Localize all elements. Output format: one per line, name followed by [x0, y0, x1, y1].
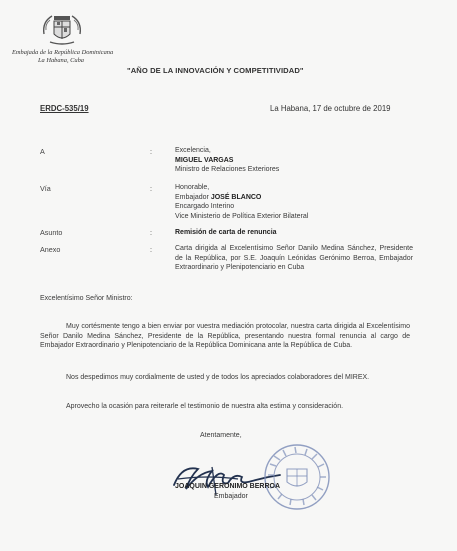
via-colon: :	[150, 184, 152, 193]
body-paragraph-1: Muy cortésmente tengo a bien enviar por vuestra mediación protocolar, nuestra carta dirigida al Excelentísimo Señor Danilo Medina Sánchez, Presidente de la República, presentando nuestra formal renuncia al cargo de Embajador Extraordinario y Plenipotenciario de la República Dominicana ante la República de Cuba.	[40, 323, 410, 349]
annex-text: Carta dirigida al Excelentísimo Señor Danilo Medina Sánchez, Presidente de la República, por S.E. Joaquín Leónidas Gerónimo Berroa, Embajador Extraordinario y Plenipotenciario en Cuba	[175, 245, 413, 272]
reference-number: ERDC-535/19	[40, 104, 89, 113]
closing: Atentamente,	[200, 432, 242, 439]
to-position: Ministro de Relaciones Exteriores	[175, 166, 280, 174]
via-greeting: Honorable,	[175, 184, 210, 191]
subject-block	[175, 228, 277, 238]
signer-name: JOAQUIN GERONIMO BERROA	[175, 483, 281, 490]
embassy-city: La Habana, Cuba	[38, 57, 84, 64]
via-department: Vice Ministerio de Política Exterior Bilateral	[175, 212, 309, 220]
salutation: Excelentísimo Señor Ministro:	[40, 295, 133, 302]
year-motto: "AÑO DE LA INNOVACIÓN Y COMPETITIVIDAD"	[127, 66, 304, 75]
to-block	[175, 146, 279, 175]
signer-title: Embajador	[214, 493, 248, 500]
body-paragraph-3: Aprovecho la ocasión para reiterarle el testimonio de nuestra alta estima y consideración.	[66, 403, 344, 410]
embassy-name: Embajada de la República Dominicana	[12, 49, 114, 56]
via-label: Vía	[40, 184, 51, 193]
letter-date: La Habana, 17 de octubre de 2019	[270, 104, 391, 113]
via-block	[175, 183, 308, 221]
to-name: MIGUEL VARGAS	[175, 156, 234, 164]
via-prefix: Embajador	[175, 193, 209, 201]
subject-label: Asunto	[40, 228, 63, 237]
coat-of-arms-icon	[40, 12, 84, 48]
to-colon: :	[150, 147, 152, 156]
annex-colon: :	[150, 245, 152, 254]
to-title: Excelencia,	[175, 147, 211, 154]
body-paragraph-2: Nos despedimos muy cordialmente de usted y de todos los apreciados colaboradores del MIREX.	[66, 374, 370, 381]
annex-label: Anexo	[40, 245, 61, 254]
to-label: A	[40, 147, 45, 156]
subject-text: Remisión de carta de renuncia	[175, 229, 277, 236]
official-stamp-icon	[262, 442, 332, 512]
via-role: Encargado Interino	[175, 203, 235, 211]
subject-colon: :	[150, 228, 152, 237]
via-name: JOSÉ BLANCO	[210, 193, 262, 201]
